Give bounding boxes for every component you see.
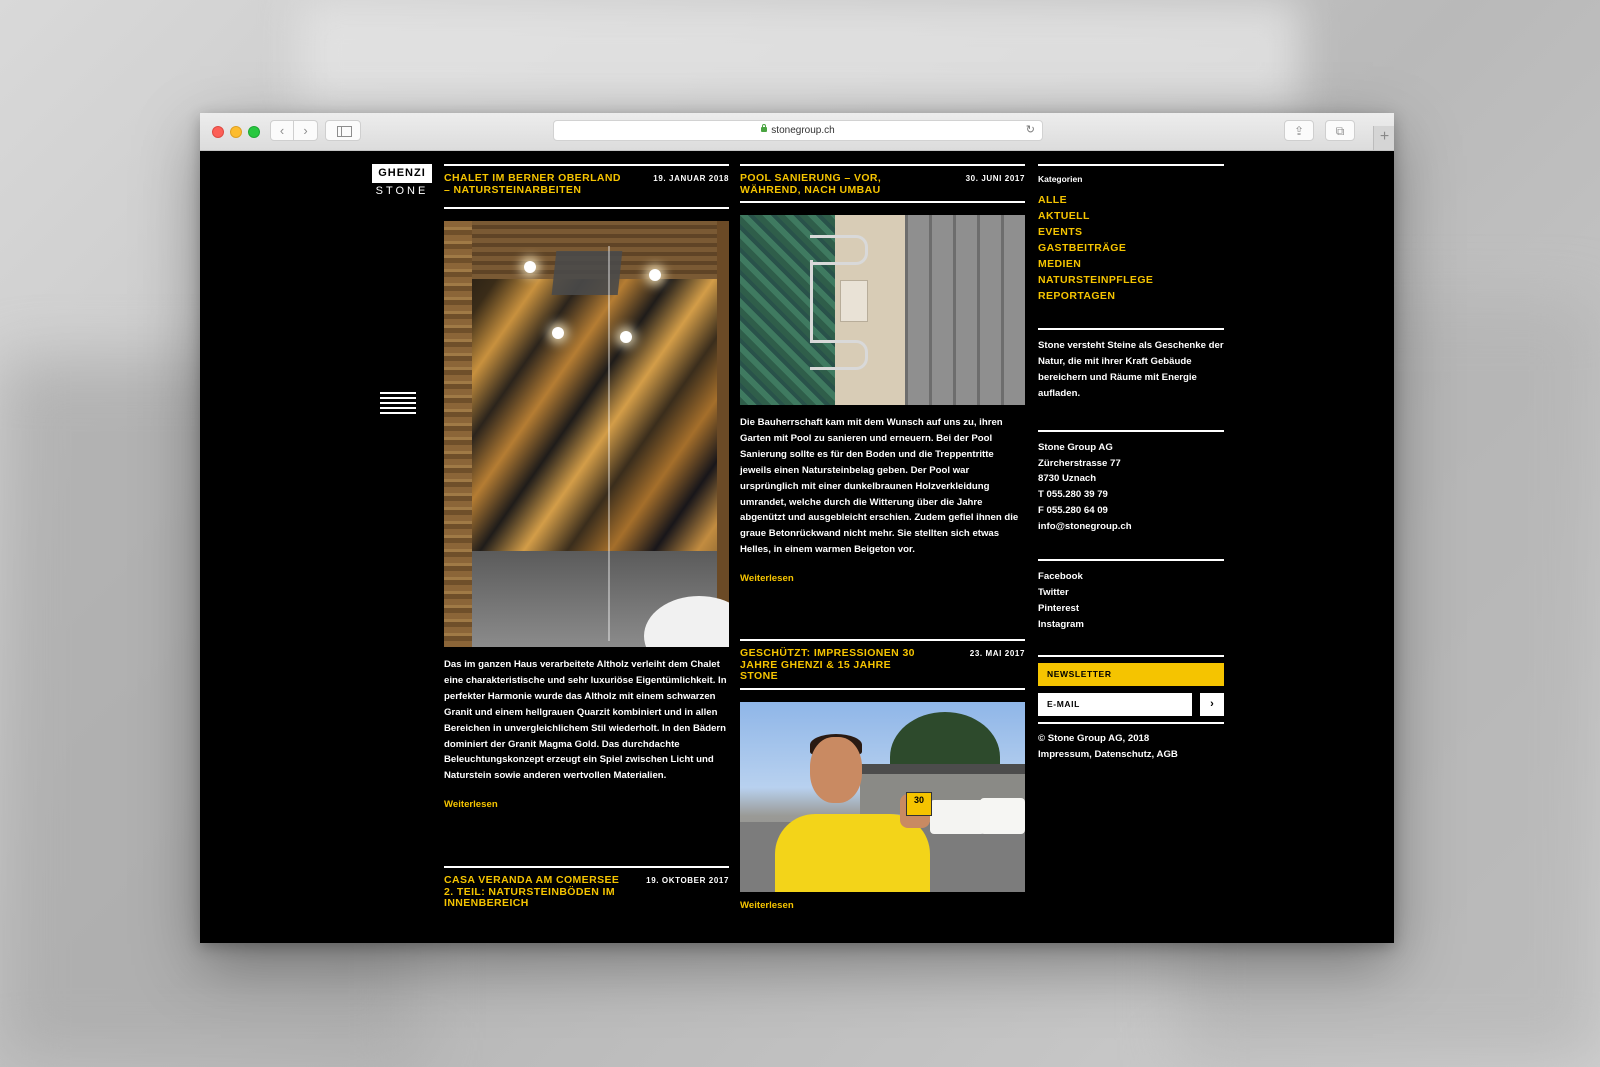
logo-bottom-text: STONE: [375, 185, 429, 197]
forward-button[interactable]: [294, 120, 318, 141]
person-head: [810, 737, 862, 803]
chevron-right-icon: ›: [303, 123, 308, 138]
category-link-medien[interactable]: MEDIEN: [1038, 258, 1082, 270]
pool-ladder-plate: [840, 280, 868, 322]
post-header: [444, 866, 729, 915]
show-tabs-button[interactable]: [1325, 120, 1355, 141]
pool-ladder-rail: [810, 340, 868, 370]
post-header: [740, 639, 1025, 690]
share-button[interactable]: [1284, 120, 1314, 141]
ceiling-spotlight: [524, 261, 536, 273]
background-blur-top: [300, 0, 1300, 110]
pool-ladder-rail: [810, 260, 813, 340]
post-excerpt: Das im ganzen Haus verarbeitete Altholz verleiht dem Chalet eine charakteristische und sehr luxuriöse Eigentümlichkeit. In perfekter Harmonie wurde das Altholz mit einem schwarzen Granit und einem hellgrauen Quarzit kombiniert und in allen Bereichen in unvergleichlichem Stil wiederholt. In den Bädern dominiert der Granit Magma Gold. Das durchdachte Beleuchtungskonzept erzeugt ein Spiel zwischen Licht und Naturstein sowie anderen wertvollen Materialien.: [444, 659, 727, 782]
hamburger-line: [380, 392, 416, 394]
category-link-natursteinpflege[interactable]: NATURSTEINPFLEGE: [1038, 274, 1154, 286]
ceiling-spotlight: [649, 269, 661, 281]
phone[interactable]: T 055.280 39 79: [1038, 489, 1108, 501]
shower-head: [552, 251, 623, 295]
post-title[interactable]: CASA VERANDA AM COMERSEE 2. TEIL: NATURSTEINBÖDEN IM INNENBEREICH: [444, 874, 620, 910]
building-roof: [850, 764, 1025, 774]
email-input[interactable]: [1038, 693, 1192, 716]
email-link[interactable]: info@stonegroup.ch: [1038, 521, 1132, 533]
post-chalet: [444, 164, 729, 812]
legal-links[interactable]: Impressum, Datenschutz, AGB: [1038, 748, 1178, 760]
hamburger-line: [380, 412, 416, 414]
post-header: [444, 164, 729, 209]
anniversary-badge: 30: [906, 792, 932, 816]
glass-door-edge: [608, 246, 610, 641]
logo-top-text: GHENZI: [372, 164, 432, 183]
category-link-alle[interactable]: ALLE: [1038, 194, 1068, 206]
city: 8730 Uznach: [1038, 473, 1097, 485]
stone-stairs: [905, 215, 1025, 405]
sidebar-toggle-button[interactable]: [325, 120, 361, 141]
twitter-link[interactable]: Twitter: [1038, 586, 1069, 598]
post-date: 19. OKTOBER 2017: [646, 876, 729, 886]
social-links: [1038, 559, 1224, 633]
newsletter-submit-button[interactable]: ›: [1200, 693, 1224, 716]
reload-icon[interactable]: ↻: [1025, 124, 1035, 136]
newsletter-block: [1038, 655, 1224, 716]
ceiling-spotlight: [552, 327, 564, 339]
read-more-link[interactable]: Weiterlesen: [444, 799, 498, 811]
about-text: Stone versteht Steine als Geschenke der Natur, die mit ihrer Kraft Gebäude bereichern und Räume mit Energie aufladen.: [1038, 328, 1224, 402]
back-button[interactable]: [270, 120, 294, 141]
url-text: stonegroup.ch: [771, 125, 835, 136]
browser-toolbar: [200, 113, 1394, 151]
minimize-window-icon[interactable]: [230, 126, 242, 138]
plus-icon: +: [1379, 128, 1390, 145]
wood-wall-left: [444, 221, 472, 647]
close-window-icon[interactable]: [212, 126, 224, 138]
read-more-link[interactable]: Weiterlesen: [740, 573, 794, 585]
category-link-reportagen[interactable]: REPORTAGEN: [1038, 290, 1116, 302]
post-header: [740, 164, 1025, 203]
zoom-window-icon[interactable]: [248, 126, 260, 138]
post-casa-veranda: [444, 866, 729, 915]
post-excerpt: Die Bauherrschaft kam mit dem Wunsch auf uns zu, ihren Garten mit Pool zu sanieren und erneuern. Bei der Pool Sanierung sollte es für den Boden und die Treppentritte jeweils einen Natursteinbelag geben. Der Pool war ursprünglich mit einer dunkelbraunen Holzverkleidung umrandet, welche durch die Witterung über die Jahre abgenützt und ausgebleicht erschien. Zudem gefiel ihnen die graue Betonrückwand nicht mehr. Sie stellten sich etwas Helles, in einem warmen Beigeton vor.: [740, 417, 1019, 556]
copyright-text: © Stone Group AG, 2018: [1038, 732, 1150, 744]
post-anniversary: [740, 639, 1025, 913]
posts-column-left: [444, 164, 729, 915]
post-image-pool[interactable]: [740, 215, 1025, 405]
chevron-left-icon: ‹: [279, 123, 285, 138]
post-date: 19. JANUAR 2018: [653, 174, 729, 183]
footer-legal: [1038, 722, 1224, 763]
post-title[interactable]: CHALET IM BERNER OBERLAND – NATURSTEINARBEITEN: [444, 172, 621, 196]
company-address: [1038, 430, 1224, 535]
category-link-gastbeitraege[interactable]: GASTBEITRÄGE: [1038, 242, 1127, 254]
lock-icon: [761, 127, 767, 132]
page-content: [200, 151, 1394, 943]
address-bar[interactable]: [553, 120, 1043, 141]
post-image-person[interactable]: [740, 702, 1025, 892]
browser-window: [200, 113, 1394, 943]
sidebar-icon: [337, 126, 352, 137]
hamburger-line: [380, 397, 416, 399]
pool-ladder-rail: [810, 235, 868, 265]
wood-wall-right: [717, 221, 729, 647]
post-date: 23. MAI 2017: [969, 649, 1025, 659]
hamburger-line: [380, 407, 416, 409]
hamburger-line: [380, 402, 416, 404]
pinterest-link[interactable]: Pinterest: [1038, 602, 1080, 614]
ceiling-spotlight: [620, 331, 632, 343]
post-date: 30. JUNI 2017: [965, 174, 1025, 183]
post-title[interactable]: GESCHÜTZT: IMPRESSIONEN 30 JAHRE GHENZI & 15 JAHRE STONE: [740, 647, 915, 683]
menu-button[interactable]: [380, 392, 416, 416]
white-van: [930, 800, 985, 834]
post-image-shower[interactable]: [444, 221, 729, 647]
street: Zürcherstrasse 77: [1038, 457, 1121, 469]
categories-heading: Kategorien: [1038, 174, 1083, 184]
tabs-icon: ⧉: [1335, 124, 1345, 138]
facebook-link[interactable]: Facebook: [1038, 570, 1083, 582]
category-link-events[interactable]: EVENTS: [1038, 226, 1083, 238]
site-logo[interactable]: [372, 164, 432, 199]
fax: F 055.280 64 09: [1038, 505, 1108, 517]
white-van: [980, 798, 1025, 834]
categories-block: [1038, 164, 1224, 304]
post-pool: [740, 164, 1025, 586]
read-more-link[interactable]: Weiterlesen: [740, 899, 794, 911]
newsletter-button[interactable]: NEWSLETTER: [1038, 663, 1224, 686]
new-tab-button[interactable]: [1373, 126, 1394, 150]
sidebar: [1038, 164, 1224, 762]
category-link-aktuell[interactable]: AKTUELL: [1038, 210, 1090, 222]
share-icon: ⇪: [1293, 124, 1305, 138]
post-title[interactable]: POOL SANIERUNG – VOR, WÄHREND, NACH UMBAU: [740, 172, 882, 196]
company-name: Stone Group AG: [1038, 441, 1113, 453]
newsletter-form: [1038, 693, 1224, 716]
posts-column-middle: [740, 164, 1025, 913]
instagram-link[interactable]: Instagram: [1038, 618, 1084, 630]
